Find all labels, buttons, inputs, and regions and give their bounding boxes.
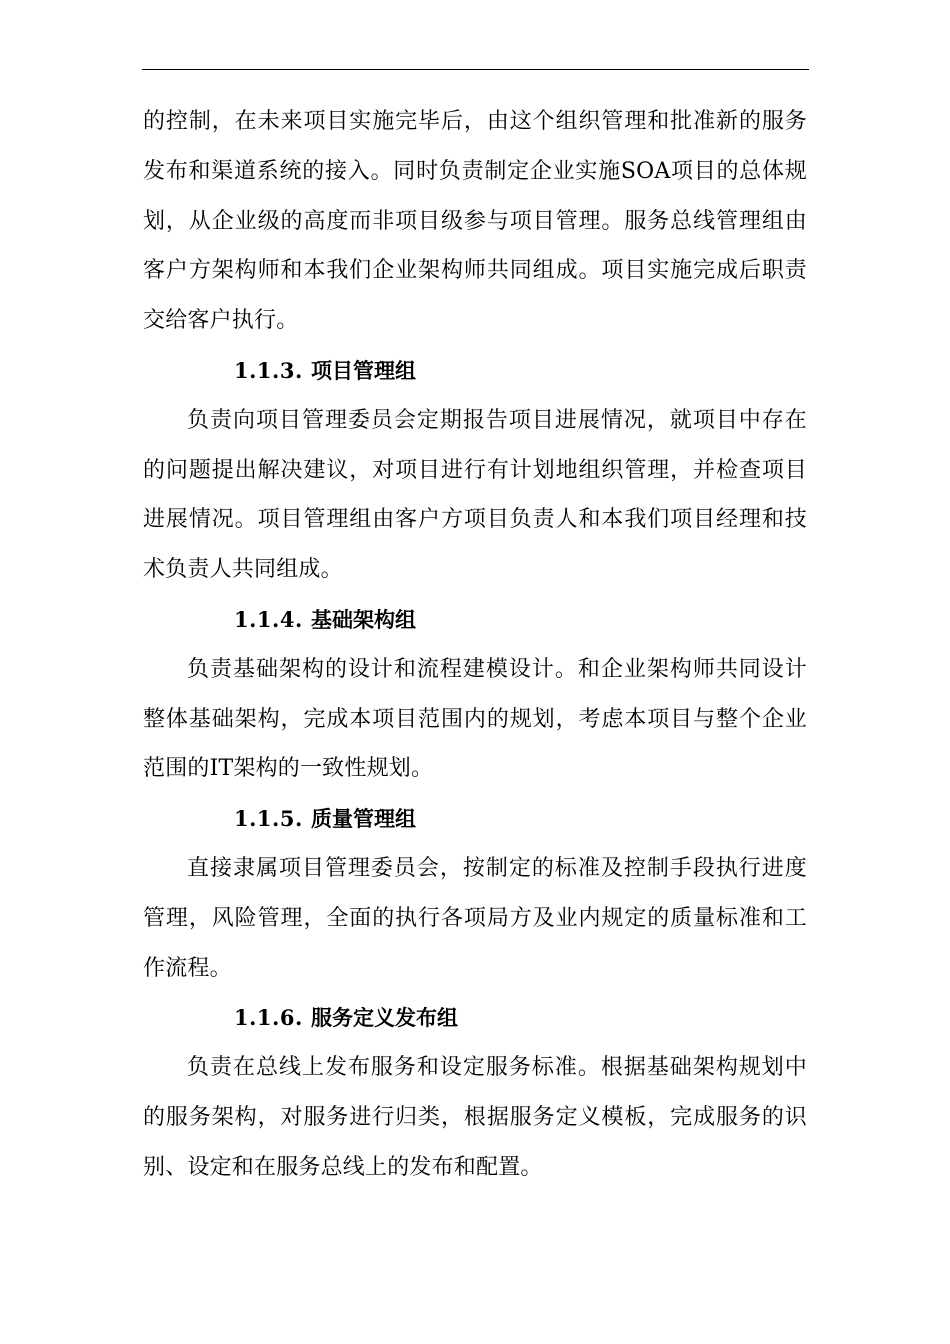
section-body: 负责向项目管理委员会定期报告项目进展情况，就项目中存在的问题提出解决建议，对项目进行有计划地组织管理，并检查项目进展情况。项目管理组由客户方项目负责人和本我们项目经理和技术负责人共同组成。 — [143, 407, 807, 583]
section-title: 质量管理组 — [311, 806, 416, 832]
section-body: 直接隶属项目管理委员会，按制定的标准及控制手段执行进度管理，风险管理，全面的执行各项局方及业内规定的质量标准和工作流程。 — [143, 855, 807, 981]
header-rule — [142, 69, 809, 70]
section-title: 项目管理组 — [311, 357, 416, 383]
section-heading-1-1-3 — [143, 346, 807, 396]
section-number: 1.1.5. — [234, 806, 303, 832]
section-number: 1.1.3. — [234, 357, 303, 383]
section-title: 服务定义发布组 — [311, 1005, 458, 1031]
section-heading-1-1-6 — [143, 993, 807, 1043]
section-body: 负责基础架构的设计和流程建模设计。和企业架构师共同设计整体基础架构，完成本项目范围内的规划，考虑本项目与整个企业范围的IT架构的一致性规划。 — [143, 656, 807, 782]
section-title: 基础架构组 — [311, 606, 416, 632]
section-number: 1.1.6. — [234, 1005, 303, 1031]
intro-paragraph: 的控制，在未来项目实施完毕后，由这个组织管理和批准新的服务发布和渠道系统的接入。同时负责制定企业实施SOA项目的总体规划，从企业级的高度而非项目级参与项目管理。服务总线管理组由客户方架构师和本我们企业架构师共同组成。项目实施完成后职责交给客户执行。 — [143, 109, 807, 334]
section-heading-1-1-5 — [143, 794, 807, 844]
section-number: 1.1.4. — [234, 606, 303, 632]
section-body: 负责在总线上发布服务和设定服务标准。根据基础架构规划中的服务架构，对服务进行归类，根据服务定义模板，完成服务的识别、设定和在服务总线上的发布和配置。 — [143, 1055, 807, 1180]
section-heading-1-1-4 — [143, 595, 807, 645]
document-body — [143, 97, 807, 1193]
